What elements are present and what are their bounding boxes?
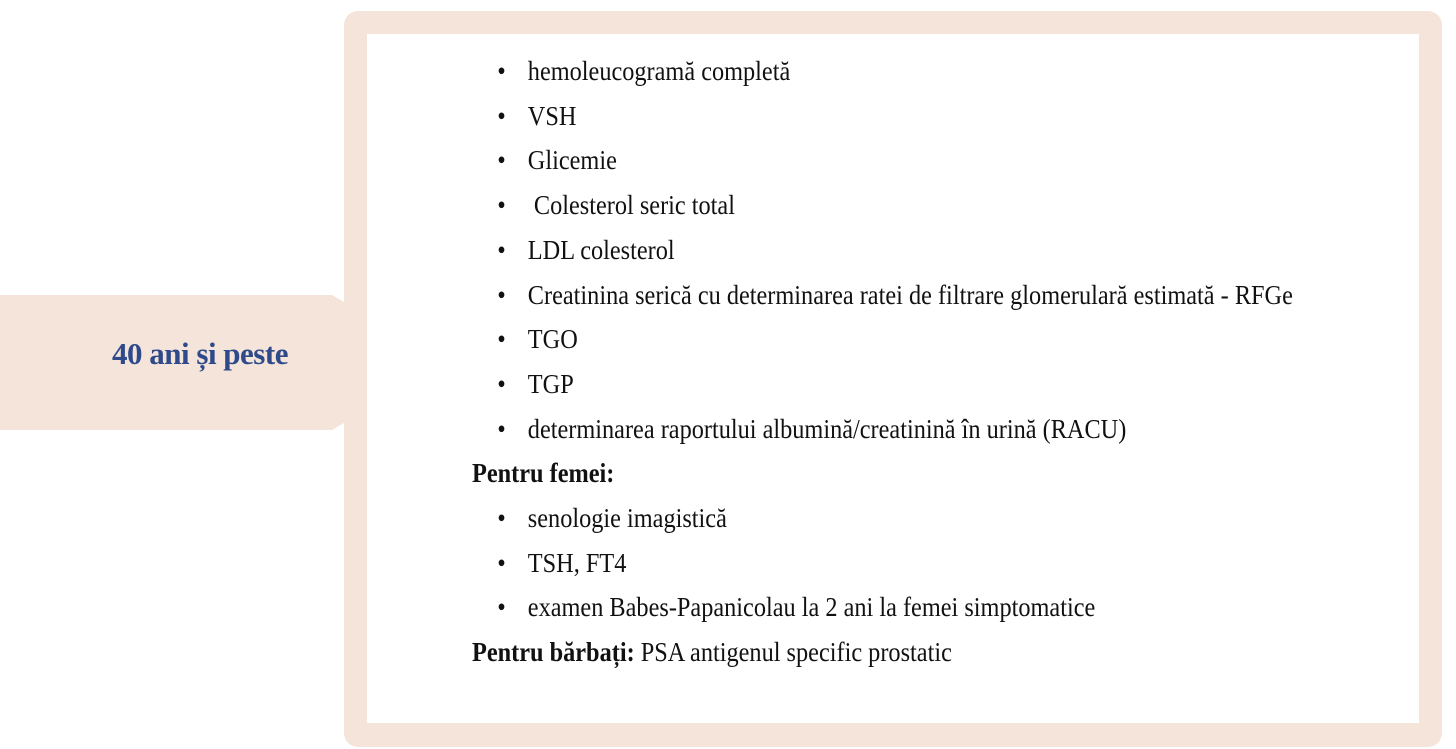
bullet-icon: • xyxy=(497,368,506,399)
list-item: • senologie imagistică xyxy=(472,496,1318,541)
bullet-icon: • xyxy=(497,190,506,221)
general-tests-list xyxy=(472,49,1318,451)
list-item: • TSH, FT4 xyxy=(472,541,1318,586)
list-item: • TGO xyxy=(472,317,1318,362)
bullet-icon: • xyxy=(497,503,506,534)
women-tests-list xyxy=(472,496,1318,630)
list-item: • LDL colesterol xyxy=(472,228,1318,273)
age-group-label: 40 ani și peste xyxy=(112,335,288,371)
bullet-icon: • xyxy=(497,413,506,444)
men-section-heading: Pentru bărbați: xyxy=(472,637,635,668)
men-section-text: PSA antigenul specific prostatic xyxy=(634,637,952,668)
bullet-icon: • xyxy=(497,279,506,310)
list-item: • VSH xyxy=(472,94,1318,139)
list-item: • Glicemie xyxy=(472,138,1318,183)
bullet-icon: • xyxy=(497,145,506,176)
list-item: • TGP xyxy=(472,362,1318,407)
bullet-icon: • xyxy=(497,324,506,355)
bullet-icon: • xyxy=(497,547,506,578)
list-item: • Colesterol seric total xyxy=(472,183,1318,228)
list-item: • examen Babes-Papanicolau la 2 ani la femei simptomatice xyxy=(472,585,1318,630)
men-section xyxy=(472,630,1318,675)
list-item: • hemoleucogramă completă xyxy=(472,49,1318,94)
list-item: • Creatinina serică cu determinarea ratei de filtrare glomerulară estimată - RFGe xyxy=(472,273,1318,318)
bullet-icon: • xyxy=(497,56,506,86)
list-item: • determinarea raportului albumină/creatinină în urină (RACU) xyxy=(472,407,1318,452)
women-section-heading: Pentru femei: xyxy=(472,458,615,489)
bullet-icon: • xyxy=(497,100,506,131)
bullet-icon: • xyxy=(497,592,506,623)
recommendations-content xyxy=(472,49,1318,675)
bullet-icon: • xyxy=(497,234,506,265)
